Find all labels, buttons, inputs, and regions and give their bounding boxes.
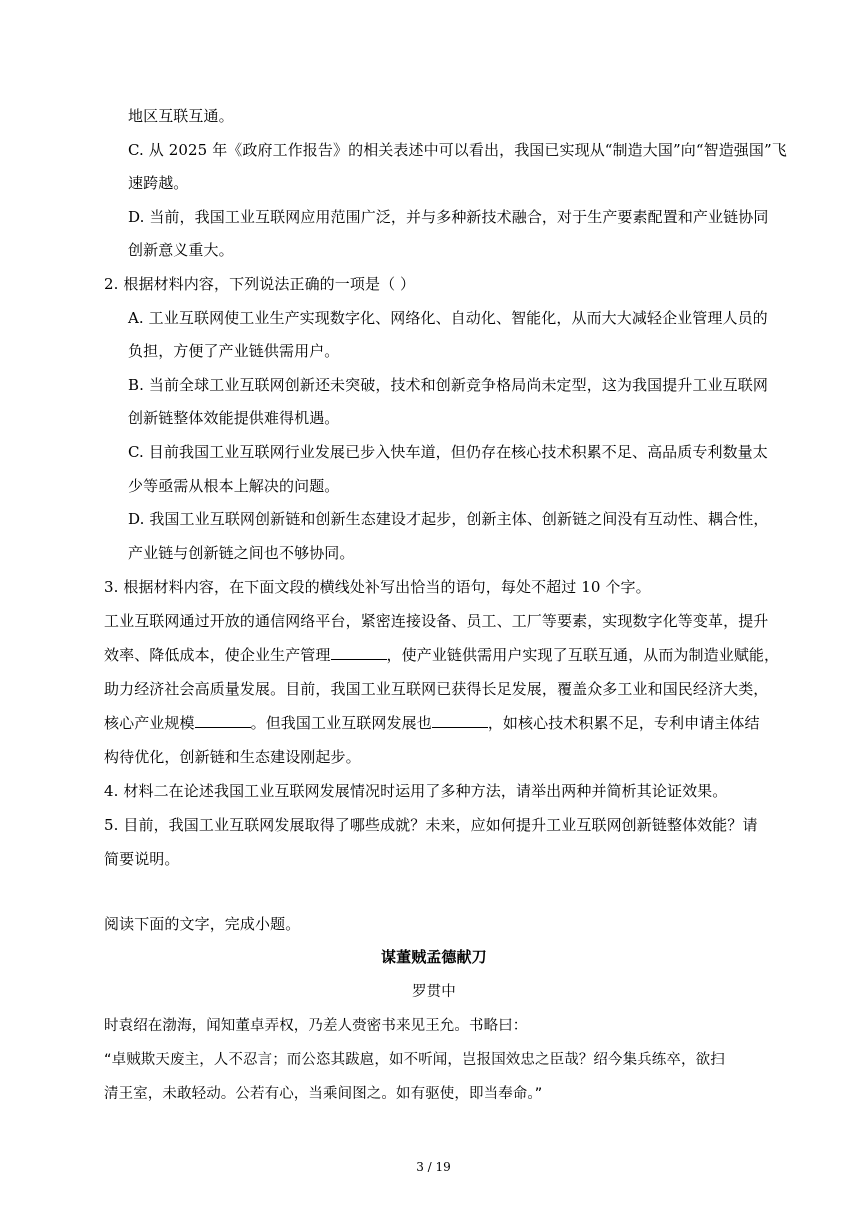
option-c-q1: C. 从 2025 年《政府工作报告》的相关表述中可以看出，我国已实现从“制造大国”向“智造强国”飞 [128,141,787,159]
question-5: 5. 目前，我国工业互联网发展取得了哪些成就？未来，应如何提升工业互联网创新链整体效能？请 [104,816,758,834]
text-line: 创新链整体效能提供难得机遇。 [128,409,340,427]
option-b-q2: B. 当前全球工业互联网创新还未突破，技术和创新竞争格局尚未定型，这为我国提升工业互联网 [128,376,768,394]
option-c-q2: C. 目前我国工业互联网行业发展已步入快车道，但仍存在核心技术积累不足、高品质专利数量太 [128,443,768,461]
page-number: 3 / 19 [416,1160,451,1174]
text-line: 产业链与创新链之间也不够协同。 [128,544,355,562]
article-paragraph: “卓贼欺天废主，人不忍言；而公恣其跋扈，如不听闻，岂报国效忠之臣哉？绍今集兵练卒，欲扫 [104,1052,725,1068]
passage-line: 工业互联网通过开放的通信网络平台，紧密连接设备、员工、工厂等要素，实现数字化等变革，提升 [104,612,769,630]
passage-text: ，如核心技术积累不足，专利申请主体结 [487,714,760,732]
text-line: 速跨越。 [128,174,189,192]
option-d-q1: D. 当前，我国工业互联网应用范围广泛，并与多种新技术融合，对于生产要素配置和产业链协同 [128,208,769,226]
passage-line: 构待优化，创新链和生态建设刚起步。 [104,748,361,766]
text-line: 简要说明。 [104,850,180,868]
article-paragraph: 清王室，未敢轻动。公若有心，当乘间图之。如有驱使，即当奉命。” [104,1086,543,1102]
fill-blank-2[interactable] [195,713,251,728]
article-title: 谋董贼孟德献刀 [381,948,487,966]
article-paragraph: 时袁绍在渤海，闻知董卓弄权，乃差人赍密书来见王允。书略曰： [104,1018,528,1034]
fill-blank-1[interactable] [331,645,387,660]
option-a-q2: A. 工业互联网使工业生产实现数字化、网络化、自动化、智能化，从而大大减轻企业管理人员的 [128,309,768,327]
passage-text: 。但我国工业互联网发展也 [250,714,432,732]
passage-line [104,645,779,665]
passage-line [104,713,760,733]
passage-text: 效率、降低成本，使企业生产管理 [104,646,331,664]
option-d-q2: D. 我国工业互联网创新链和创新生态建设才起步，创新主体、创新链之间没有互动性、耦合性， [128,510,769,528]
passage-text: ，使产业链供需用户实现了互联互通，从而为制造业赋能， [386,646,780,664]
question-3: 3. 根据材料内容，在下面文段的横线处补写出恰当的语句，每处不超过 10 个字。 [104,578,651,596]
passage-line: 助力经济社会高质量发展。目前，我国工业互联网已获得长足发展，覆盖众多工业和国民经济大类， [104,680,769,698]
article-author: 罗贯中 [412,984,456,1000]
text-line: 地区互联互通。 [128,107,234,125]
text-line: 少等亟需从根本上解决的问题。 [128,477,340,495]
passage-text: 核心产业规模 [104,714,195,732]
text-line: 创新意义重大。 [128,241,234,259]
reading-instruction: 阅读下面的文字，完成小题。 [104,915,301,933]
text-line: 负担，方便了产业链供需用户。 [128,342,340,360]
question-2: 2. 根据材料内容，下列说法正确的一项是（ ） [104,275,416,293]
fill-blank-3[interactable] [432,713,488,728]
question-4: 4. 材料二在论述我国工业互联网发展情况时运用了多种方法，请举出两种并简析其论证效果。 [104,782,728,800]
